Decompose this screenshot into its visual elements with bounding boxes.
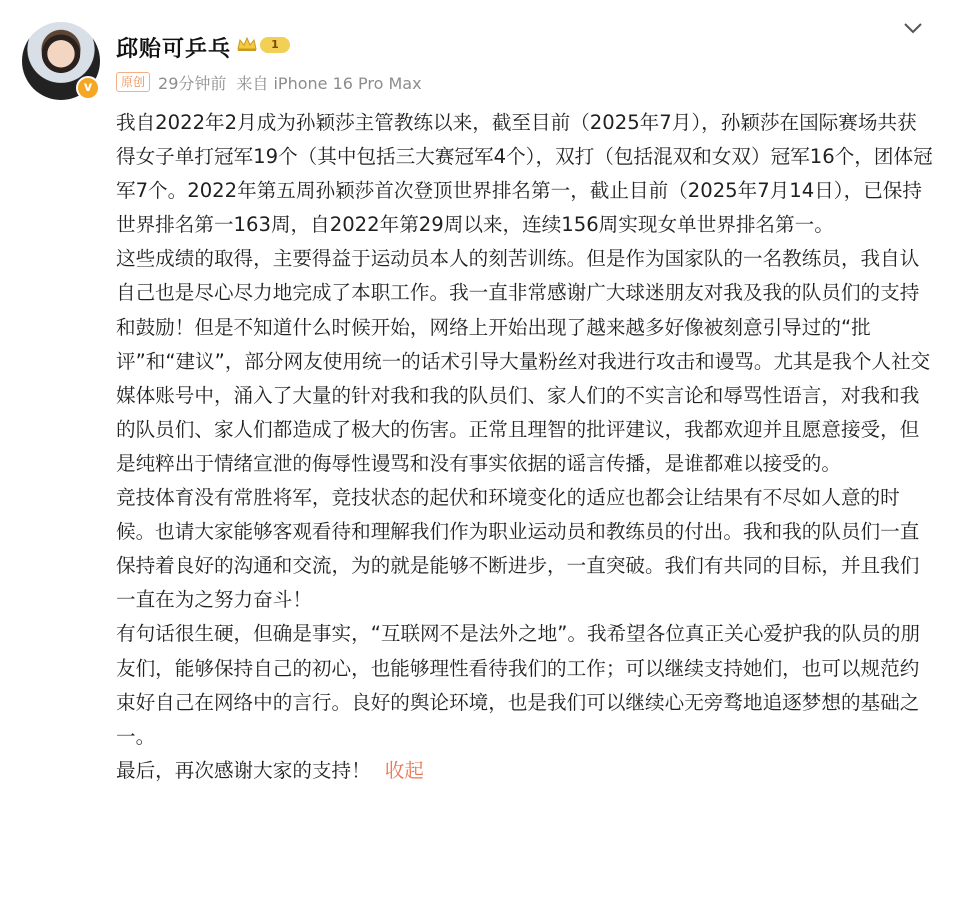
paragraph: 竞技体育没有常胜将军，竞技状态的起伏和环境变化的适应也都会让结果有不尽如人意的时候。也请大家能够客观看待和理解我们作为职业运动员和教练员的付出。我和我的队员们一直保持着良好的沟通和交流，为的就是能够不断进步，一直突破。我们有共同的目标，并且我们一直在为之努力奋斗！ [116,486,920,612]
level-badge: 1 [260,37,290,53]
post-source: 来自 iPhone 16 Pro Max [236,73,422,93]
verified-badge-icon: v [76,76,100,100]
crown-icon [236,36,258,52]
collapse-link[interactable]: 收起 [384,758,424,782]
post-time[interactable]: 29分钟前 [158,73,227,93]
post-content [116,106,936,788]
original-tag: 原创 [116,72,150,92]
closing-text: 最后，再次感谢大家的支持！ [116,758,371,782]
paragraph: 有句话很生硬，但确是事实，“互联网不是法外之地”。我希望各位真正关心爱护我的队员的朋友们，能够保持自己的初心，也能够理性看待我们的工作；可以继续支持她们，也可以规范约束好自己在网络中的言行。良好的舆论环境，也是我们可以继续心无旁骛地追逐梦想的基础之一。 [116,622,921,748]
avatar-face [38,34,84,86]
username[interactable]: 邱贻可乒乓 [116,37,232,62]
paragraph-last [116,754,936,788]
paragraph: 这些成绩的取得，主要得益于运动员本人的刻苦训练。但是作为国家队的一名教练员，我自认自己也是尽心尽力地完成了本职工作。我一直非常感谢广大球迷朋友对我及我的队员们的支持和鼓励！但是不知道什么时候开始，网络上开始出现了越来越多好像被刻意引导过的“批评”和“建议”，部分网友使用统一的话术引导大量粉丝对我进行攻击和谩骂。尤其是我个人社交媒体账号中，涌入了大量的针对我和我的队员们、家人们的不实言论和辱骂性语言，对我和我的队员们、家人们都造成了极大的伤害。正常且理智的批评建议，我都欢迎并且愿意接受，但是纯粹出于情绪宣泄的侮辱性谩骂和没有事实依据的谣言传播，是谁都难以接受的。 [116,247,931,475]
post-meta [116,70,422,94]
paragraph: 我自2022年2月成为孙颖莎主管教练以来，截至目前（2025年7月），孙颖莎在国际赛场共获得女子单打冠军19个（其中包括三大赛冠军4个），双打（包括混双和女双）冠军16个，团体冠军7个。2022年第五周孙颖莎首次登顶世界排名第一，截止目前（2025年7月14日），已保持世界排名第一163周，自2022年第29周以来，连续156周实现女单世界排名第一。 [116,111,933,237]
chevron-down-icon[interactable] [902,20,924,36]
